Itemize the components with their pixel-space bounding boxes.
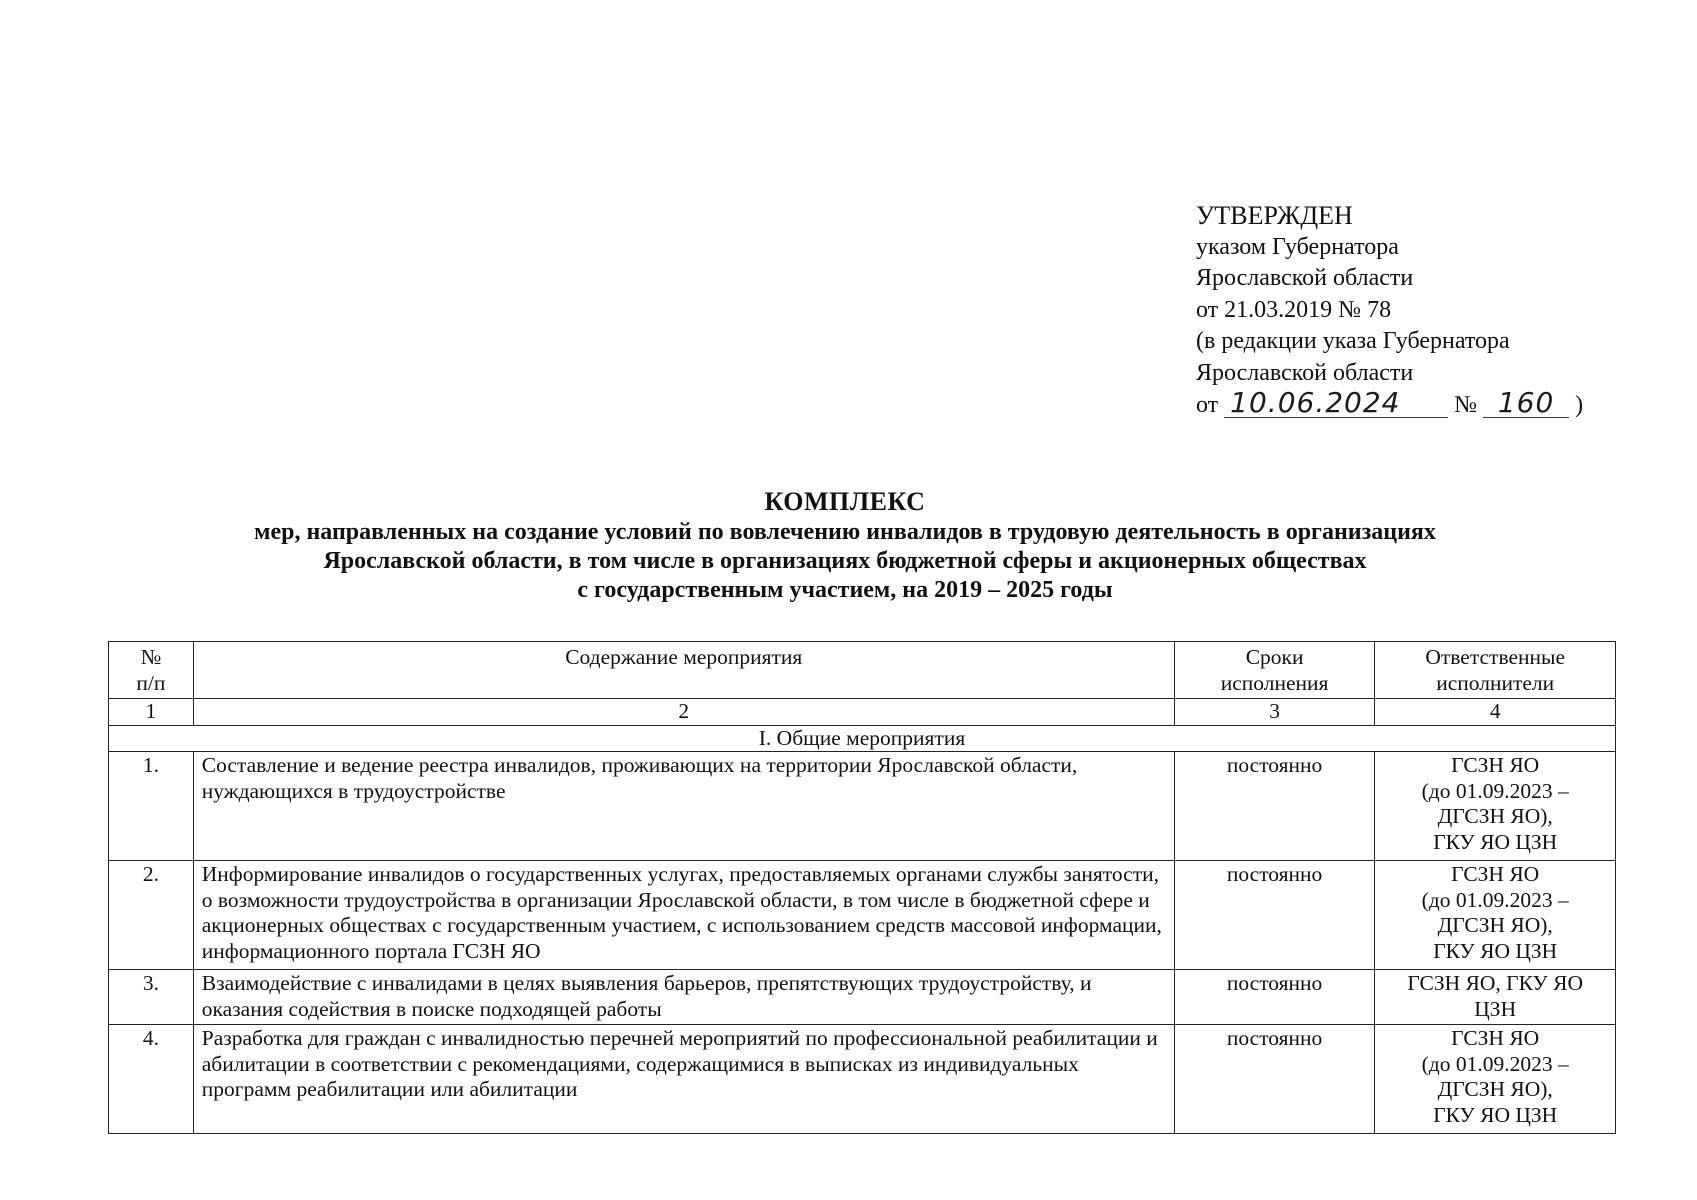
handwritten-date: 10.06.2024 bbox=[1224, 389, 1448, 418]
document-title-line-2: Ярославской области, в том числе в организациях бюджетной сферы и акционерных обществах bbox=[323, 548, 1367, 574]
header-terms-line-2: исполнения bbox=[1220, 670, 1329, 695]
section-row bbox=[109, 725, 1616, 752]
handwritten-number: 160 bbox=[1483, 389, 1569, 418]
approval-from-prefix: от bbox=[1196, 392, 1219, 418]
approval-number-sign: № bbox=[1454, 392, 1478, 418]
row-number: 3. bbox=[109, 970, 194, 1025]
table-header-row bbox=[109, 642, 1616, 699]
row-number: 1. bbox=[109, 752, 194, 861]
table-row bbox=[109, 861, 1616, 970]
approval-stamp-block bbox=[1196, 200, 1616, 422]
row-content: Взаимодействие с инвалидами в целях выявления барьеров, препятствующих трудоустройству, и оказания содействия в поиске подходящей работы bbox=[193, 970, 1174, 1025]
row-responsible bbox=[1375, 970, 1616, 1025]
header-terms bbox=[1174, 642, 1375, 699]
approval-date-line bbox=[1196, 386, 1616, 422]
responsible-line: (до 01.09.2023 – bbox=[1421, 1051, 1569, 1076]
document-title bbox=[100, 486, 1590, 605]
row-term: постоянно bbox=[1174, 861, 1375, 970]
responsible-line: (до 01.09.2023 – bbox=[1421, 887, 1569, 912]
row-responsible bbox=[1375, 1025, 1616, 1134]
header-responsible-line-2: исполнители bbox=[1436, 670, 1555, 695]
row-content: Информирование инвалидов о государственных услугах, предоставляемых органами службы занятости, о возможности трудоустройства в организации Ярославской области, в том числе в бюджетной сфере и акционерных обществах с государственным участием, с использованием средств массовой информации, информационного портала ГСЗН ЯО bbox=[193, 861, 1174, 970]
header-responsible-line-1: Ответственные bbox=[1425, 645, 1566, 669]
row-number: 2. bbox=[109, 861, 194, 970]
column-number-1: 1 bbox=[109, 699, 194, 726]
responsible-line: (до 01.09.2023 – bbox=[1421, 778, 1569, 803]
header-terms-line-1: Сроки bbox=[1245, 645, 1304, 669]
responsible-line: ГКУ ЯО ЦЗН bbox=[1433, 1102, 1558, 1127]
table-row bbox=[109, 752, 1616, 861]
approval-heading: УТВЕРЖДЕН bbox=[1196, 201, 1353, 230]
responsible-line: ДГСЗН ЯО), bbox=[1437, 1077, 1553, 1101]
responsible-line: ДГСЗН ЯО), bbox=[1437, 804, 1553, 828]
responsible-line: ГСЗН ЯО bbox=[1451, 1026, 1540, 1050]
header-content: Содержание мероприятия bbox=[193, 642, 1174, 699]
section-title: I. Общие мероприятия bbox=[109, 725, 1616, 752]
approval-line-2: Ярославской области bbox=[1196, 265, 1414, 291]
column-number-4: 4 bbox=[1375, 699, 1616, 726]
approval-line-5: Ярославской области bbox=[1196, 359, 1414, 386]
responsible-line: ДГСЗН ЯО), bbox=[1437, 913, 1553, 937]
responsible-line: ГКУ ЯО ЦЗН bbox=[1433, 938, 1558, 963]
header-number-line-1: № bbox=[140, 645, 162, 669]
header-number-line-2: п/п bbox=[136, 670, 166, 695]
row-term: постоянно bbox=[1174, 970, 1375, 1025]
responsible-line: ГКУ ЯО ЦЗН bbox=[1433, 829, 1558, 854]
row-term: постоянно bbox=[1174, 1025, 1375, 1134]
table-row bbox=[109, 1025, 1616, 1134]
responsible-line: ЦЗН bbox=[1474, 996, 1517, 1021]
responsible-line: ГСЗН ЯО bbox=[1451, 753, 1540, 777]
row-responsible bbox=[1375, 861, 1616, 970]
row-responsible bbox=[1375, 752, 1616, 861]
document-title-main: КОМПЛЕКС bbox=[764, 487, 926, 516]
header-number bbox=[109, 642, 194, 699]
approval-closing-paren: ) bbox=[1575, 392, 1584, 418]
column-number-3: 3 bbox=[1174, 699, 1375, 726]
column-number-2: 2 bbox=[193, 699, 1174, 726]
document-title-line-3: с государственным участием, на 2019 – 2025 годы bbox=[577, 577, 1113, 603]
row-content: Составление и ведение реестра инвалидов, проживающих на территории Ярославской области, нуждающихся в трудоустройстве bbox=[193, 752, 1174, 861]
responsible-line: ГСЗН ЯО, ГКУ ЯО bbox=[1407, 971, 1583, 995]
approval-line-4: (в редакции указа Губернатора bbox=[1196, 328, 1510, 354]
column-number-row bbox=[109, 699, 1616, 726]
document-title-line-1: мер, направленных на создание условий по вовлечению инвалидов в трудовую деятельность в организациях bbox=[254, 519, 1436, 545]
row-term: постоянно bbox=[1174, 752, 1375, 861]
row-content: Разработка для граждан с инвалидностью перечней мероприятий по профессиональной реабилитации и абилитации в соответствии с рекомендациями, содержащимися в выписках из индивидуальных программ реабилитации или абилитации bbox=[193, 1025, 1174, 1134]
responsible-line: ГСЗН ЯО bbox=[1451, 862, 1540, 886]
row-number: 4. bbox=[109, 1025, 194, 1134]
approval-line-1: указом Губернатора bbox=[1196, 233, 1399, 260]
table-row bbox=[109, 970, 1616, 1025]
header-responsible bbox=[1375, 642, 1616, 699]
measures-table bbox=[108, 641, 1616, 1134]
approval-line-3: от 21.03.2019 № 78 bbox=[1196, 296, 1392, 323]
